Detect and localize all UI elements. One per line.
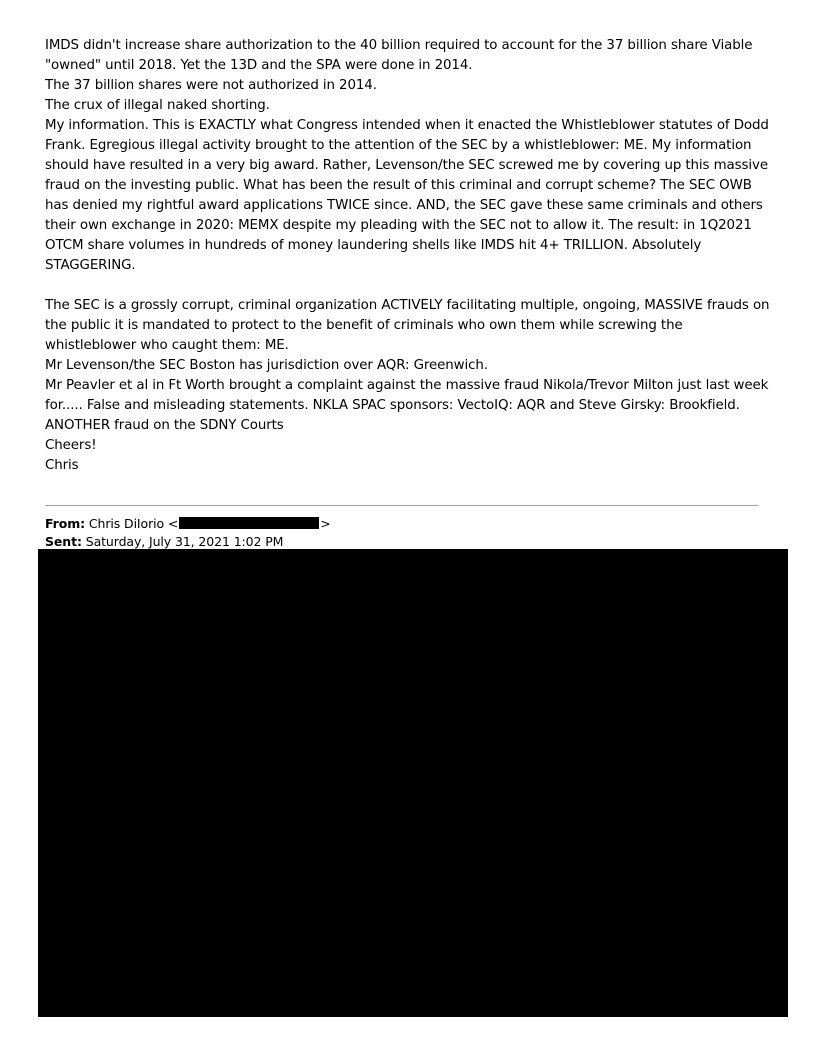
- from-name: Chris DiIorio <: [88, 516, 179, 531]
- body-paragraph: The SEC is a grossly corrupt, criminal organization ACTIVELY facilitating multiple, ongoing, MASSIVE frauds on the public it is mandated to protect to the benefit of criminals who own them while screwing the whistleblower who caught them: ME.: [45, 298, 770, 353]
- body-paragraph: IMDS didn't increase share authorization to the 40 billion required to account for the 37 billion share Viable "owned" until 2018. Yet the 13D and the SPA were done in 2014.: [45, 38, 753, 73]
- body-paragraph: The crux of illegal naked shorting.: [45, 98, 270, 113]
- body-paragraph: The 37 billion shares were not authorized in 2014.: [45, 78, 377, 93]
- signature-name: Chris: [45, 458, 79, 473]
- body-paragraph: Mr Levenson/the SEC Boston has jurisdiction over AQR: Greenwich.: [45, 358, 488, 373]
- from-line: [45, 515, 331, 533]
- paragraph-gap: [45, 276, 775, 296]
- redacted-email-address: [179, 517, 319, 529]
- sign-off: Cheers!: [45, 438, 97, 453]
- from-close: >: [320, 516, 331, 531]
- from-label: From:: [45, 516, 86, 531]
- sent-label: Sent:: [45, 534, 82, 549]
- body-paragraph: Mr Peavler et al in Ft Worth brought a complaint against the massive fraud Nikola/Trevor Milton just last week for..... False and misleading statements. NKLA SPAC sponsors: VectoIQ: AQR and Steve Girsky: Brookfield.: [45, 378, 769, 413]
- sent-value: Saturday, July 31, 2021 1:02 PM: [85, 534, 284, 549]
- email-body: [45, 36, 775, 476]
- body-paragraph: My information. This is EXACTLY what Congress intended when it enacted the Whistleblower statutes of Dodd Frank. Egregious illegal activity brought to the attention of the SEC by a whistleblower: ME. My information should have resulted in a very big award. Rather, Levenson/the SEC screwed me by covering up this massive fraud on the investing public. What has been the result of this criminal and corrupt scheme? The SEC OWB has denied my rightful award applications TWICE since. AND, the SEC gave these same criminals and others their own exchange in 2020: MEMX despite my pleading with the SEC not to allow it. The result: in 1Q2021 OTCM share volumes in hundreds of money laundering shells like IMDS hit 4+ TRILLION. Absolutely STAGGERING.: [45, 118, 769, 273]
- body-paragraph: ANOTHER fraud on the SDNY Courts: [45, 418, 284, 433]
- header-divider: [45, 505, 758, 506]
- redaction-block: [38, 549, 788, 1017]
- forwarded-email-header: [45, 515, 331, 551]
